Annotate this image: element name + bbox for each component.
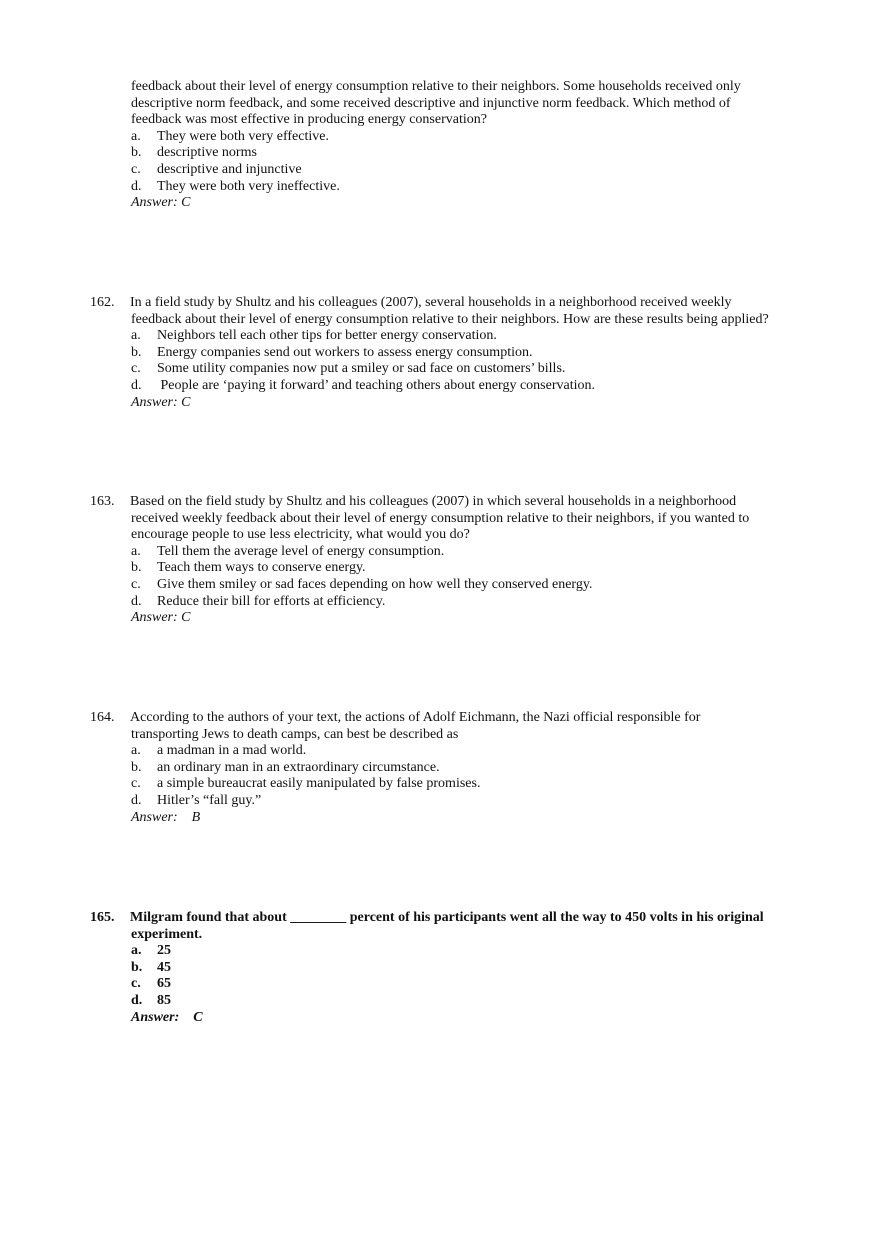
option-b: b. 45 [131,959,171,975]
question-stem-line: According to the authors of your text, the actions of Adolf Eichmann, the Nazi official responsible for [130,710,701,725]
option-b: b. Teach them ways to conserve energy. [131,560,366,576]
option-b: b. descriptive norms [131,145,257,161]
option-b: b. an ordinary man in an extraordinary circumstance. [131,759,440,775]
question-stem-line: Based on the field study by Shultz and his colleagues (2007) in which several households in a neighborhood [130,494,737,509]
answer-key: Answer: C [131,394,191,410]
question-stem-line: encourage people to use less electricity, what would you do? [131,527,470,543]
question-block [0,494,880,627]
option-d: d. Reduce their bill for efforts at efficiency. [131,593,386,609]
question-stem-line: feedback was most effective in producing energy conservation? [131,112,487,128]
option-d: d. 85 [131,992,171,1008]
question-number: 163. [90,494,115,509]
question-stem-line: received weekly feedback about their level of energy consumption relative to their neighbors, if you wanted to [131,510,750,526]
question-block [0,295,880,411]
answer-key: Answer: C [131,610,191,626]
question-block [0,710,880,826]
question-stem-line: In a field study by Shultz and his colleagues (2007), several households in a neighborhood received weekly [130,295,732,310]
option-a: a. Neighbors tell each other tips for better energy conservation. [131,328,497,344]
question-stem-line: transporting Jews to death camps, can best be described as [131,726,459,742]
question-stem-line: feedback about their level of energy consumption relative to their neighbors. Some households received only [131,79,741,94]
option-d: d. People are ‘paying it forward’ and teaching others about energy conservation. [131,377,595,393]
option-b: b. Energy companies send out workers to assess energy consumption. [131,344,533,360]
question-stem-line: descriptive norm feedback, and some received descriptive and injunctive norm feedback. Which method of [131,95,731,111]
question-number: 164. [90,710,115,725]
answer-key: Answer: B [131,809,201,825]
option-c: c. 65 [131,976,171,992]
question-stem-line: experiment. [131,926,203,942]
option-c: c. Some utility companies now put a smiley or sad face on customers’ bills. [131,361,566,377]
option-d: d. They were both very ineffective. [131,178,340,194]
option-a: a. a madman in a mad world. [131,743,307,759]
option-c: c. descriptive and injunctive [131,161,302,177]
option-c: c. Give them smiley or sad faces depending on how well they conserved energy. [131,576,593,592]
question-block [0,910,880,1026]
question-stem-line: Milgram found that about ________ percent of his participants went all the way to 450 volts in his original [130,910,764,925]
question-number: 162. [90,295,115,310]
question-stem-line: feedback about their level of energy consumption relative to their neighbors. How are these results being applied? [131,311,769,327]
option-d: d. Hitler’s “fall guy.” [131,792,262,808]
option-a: a. Tell them the average level of energy consumption. [131,543,445,559]
option-a: a. 25 [131,943,171,959]
option-a: a. They were both very effective. [131,128,329,144]
answer-key: Answer: C [131,1009,203,1025]
answer-key: Answer: C [131,195,191,211]
option-c: c. a simple bureaucrat easily manipulated by false promises. [131,776,481,792]
question-number: 165. [90,910,115,925]
question-block [0,79,880,212]
